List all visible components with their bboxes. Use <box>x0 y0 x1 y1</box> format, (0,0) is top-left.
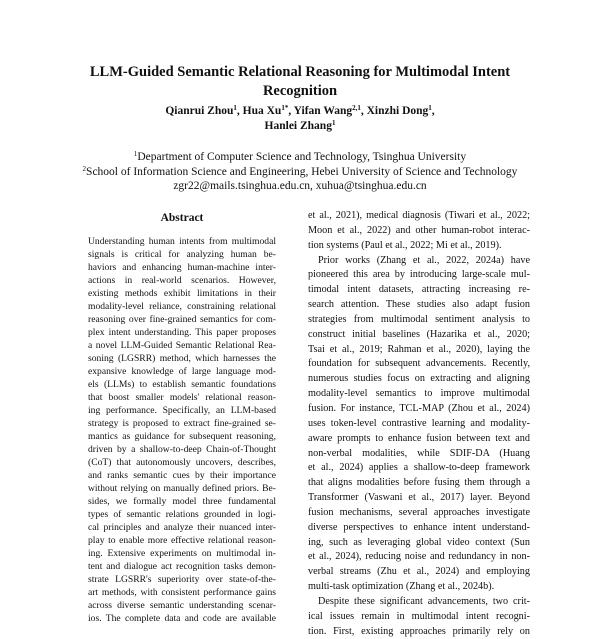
abstract-line: Understanding human intents from multimodal <box>88 236 276 247</box>
body-line: diverse perspectives to enhance intent understand- <box>308 521 530 533</box>
abstract-line: ing performance. Specifically, an LLM-based <box>88 405 276 416</box>
abstract-line: a novel LLM-Guided Semantic Relational Rea- <box>88 340 276 351</box>
author-name: Hanlei Zhang <box>264 120 332 132</box>
body-line: et al., 2024) applies a shallow-to-deep framework <box>308 462 530 474</box>
body-line: strategies from multimodal sentiment analysis to <box>308 313 530 325</box>
body-line: ical issues remain in multimodal intent recogni- <box>308 610 530 622</box>
body-line: Transformer (Vaswani et al., 2017) layer. Beyond <box>308 492 530 504</box>
body-line: construct initial baselines (Hazarika et al., 2020; <box>308 328 530 340</box>
body-line: uses token-level contrastive learning and modality- <box>308 417 530 429</box>
abstract-line: ing. Extensive experiments on multimodal in- <box>88 548 276 559</box>
body-line: verbal streams (Zhu et al., 2024) and employing <box>308 566 530 578</box>
abstract-line: plex intent understanding. This paper proposes <box>88 327 276 338</box>
abstract-line: els (LLMs) to establish semantic foundations <box>88 379 276 390</box>
abstract-line: play to enable more effective relational reason- <box>88 535 276 546</box>
abstract-line: cal principles and analyze their nuanced inter- <box>88 522 276 533</box>
title-line-1: LLM-Guided Semantic Relational Reasoning for Multimodal Intent <box>89 64 511 80</box>
abstract-body <box>88 235 276 624</box>
author-name: Hua Xu <box>242 105 282 117</box>
abstract-line: sides, we formally model three fundamental <box>88 496 276 507</box>
body-line: Moon et al., 2022) and other human-robot interac- <box>308 224 530 236</box>
body-line: fusion mechanisms, several approaches investigate <box>308 506 530 518</box>
body-line: numerous studies focus on extracting and aligning <box>308 373 530 385</box>
author-list: Qianrui Zhou$^1$, Hua $Xu^{1*}$, Yifan Wang$^{2,1}$, Xinzhi Dong$^1$, Hanlei Zhang$^1$ <box>165 104 435 132</box>
abstract-line: signals is critical for analyzing human be- <box>88 249 276 260</box>
body-line: that aligns modalities before fusing them through a <box>308 477 530 489</box>
abstract-line: modality-level reliance, constraining relational <box>88 301 276 312</box>
author-affiliation-mark: 1 <box>428 104 432 112</box>
body-line: timodal intent datasets, attracting increasing re- <box>308 284 530 296</box>
body-line: foundation for subsequent advancements. Recently, <box>308 358 530 370</box>
body-line: tion systems (Paul et al., 2022; Mi et al., 2019). <box>308 239 502 251</box>
abstract-line: haviors and enhancing human-machine inter- <box>88 262 276 273</box>
abstract-line: without relying on manually defined priors. Be- <box>88 483 276 494</box>
abstract-line: actions in real-world scenarios. However, <box>88 275 276 286</box>
paper-title <box>60 63 540 101</box>
author-affiliation-mark: 1 <box>331 119 336 127</box>
abstract-line: types of semantic relations grounded in logi- <box>88 509 276 520</box>
abstract-line: (CoT) that autonomously uncovers, describes, <box>88 457 276 468</box>
body-line: pioneered this area by introducing large-scale mul- <box>308 269 530 281</box>
author-name: Yifan Wang <box>293 105 353 117</box>
author-affiliation-mark: 2,1 <box>352 104 361 112</box>
body-line: et al., 2024), reducing noise and redundancy in non- <box>308 551 530 563</box>
abstract-heading: Abstract <box>160 212 204 224</box>
abstract-line: that boost smaller models' relational reason- <box>88 392 276 403</box>
body-line: tion. First, existing approaches primarily rely on <box>308 625 530 637</box>
abstract-line: across diverse semantic understanding scenar- <box>88 600 276 611</box>
abstract-line: and ranks semantic cues by their importance <box>88 470 276 481</box>
abstract-line: reasoning over fine-grained semantics for com- <box>88 314 276 325</box>
abstract-line: tent and dialogue act recognition tasks demon- <box>88 561 276 572</box>
body-line: Tsai et al., 2019; Rahman et al., 2020), laying the <box>308 343 530 355</box>
abstract-line: mantics as guidance for subsequent reasoning, <box>88 431 276 442</box>
body-text-column <box>308 209 530 637</box>
abstract-line: ios. The complete data and code are available <box>88 613 276 624</box>
affiliation-2: $^2$School of Information Science and Engineering, Hebei University of Science and Technology <box>82 164 518 178</box>
abstract-line: soning (LGSRR) method, which harnesses the <box>88 353 276 364</box>
abstract-line: expansive knowledge of large language mod- <box>88 366 276 377</box>
author-affiliation-mark: 1 <box>233 104 237 112</box>
author-affiliation-mark: 1* <box>281 104 289 112</box>
body-line: Prior works (Zhang et al., 2022, 2024a) have <box>318 254 530 266</box>
affiliation-1: $^1$Department of Computer Science and Technology, Tsinghua University <box>133 150 467 163</box>
author-name: Qianrui Zhou <box>165 105 234 117</box>
abstract-line: driven by a shallow-to-deep Chain-of-Thought <box>88 444 276 455</box>
abstract-line: existing methods exhibit limitations in their <box>88 288 276 299</box>
affiliations <box>40 150 560 194</box>
body-line: et al., 2021), medical diagnosis (Tiwari et al., 2022; <box>308 210 530 221</box>
body-line: search attention. These studies also adapt fusion <box>308 299 530 311</box>
author-emails: zgr22@mails.tsinghua.edu.cn, xuhua@tsinghua.edu.cn <box>173 180 427 192</box>
abstract-line: strategy is proposed to extract fine-grained se- <box>88 418 276 429</box>
abstract-line: art methods, with consistent performance gains <box>88 587 276 598</box>
title-line-2: Recognition <box>262 83 338 99</box>
body-line: aware prompts to enhance fusion between text and <box>308 432 530 444</box>
abstract-line: strate LGSRR's superiority over state-of-the- <box>88 574 276 585</box>
body-line: Despite these significant advancements, two crit- <box>318 595 530 607</box>
body-line: non-verbal modalities, while SDIF-DA (Huang <box>308 447 530 459</box>
body-line: ing, such as leveraging global video context (Sun <box>308 536 530 548</box>
body-line: fusion. For instance, TCL-MAP (Zhou et al., 2024) <box>308 402 530 414</box>
body-line: modality-level semantics to improve multimodal <box>308 388 530 400</box>
body-line: multi-task optimization (Zhang et al., 2024b). <box>308 581 495 593</box>
author-name: Xinzhi Dong <box>366 105 429 117</box>
